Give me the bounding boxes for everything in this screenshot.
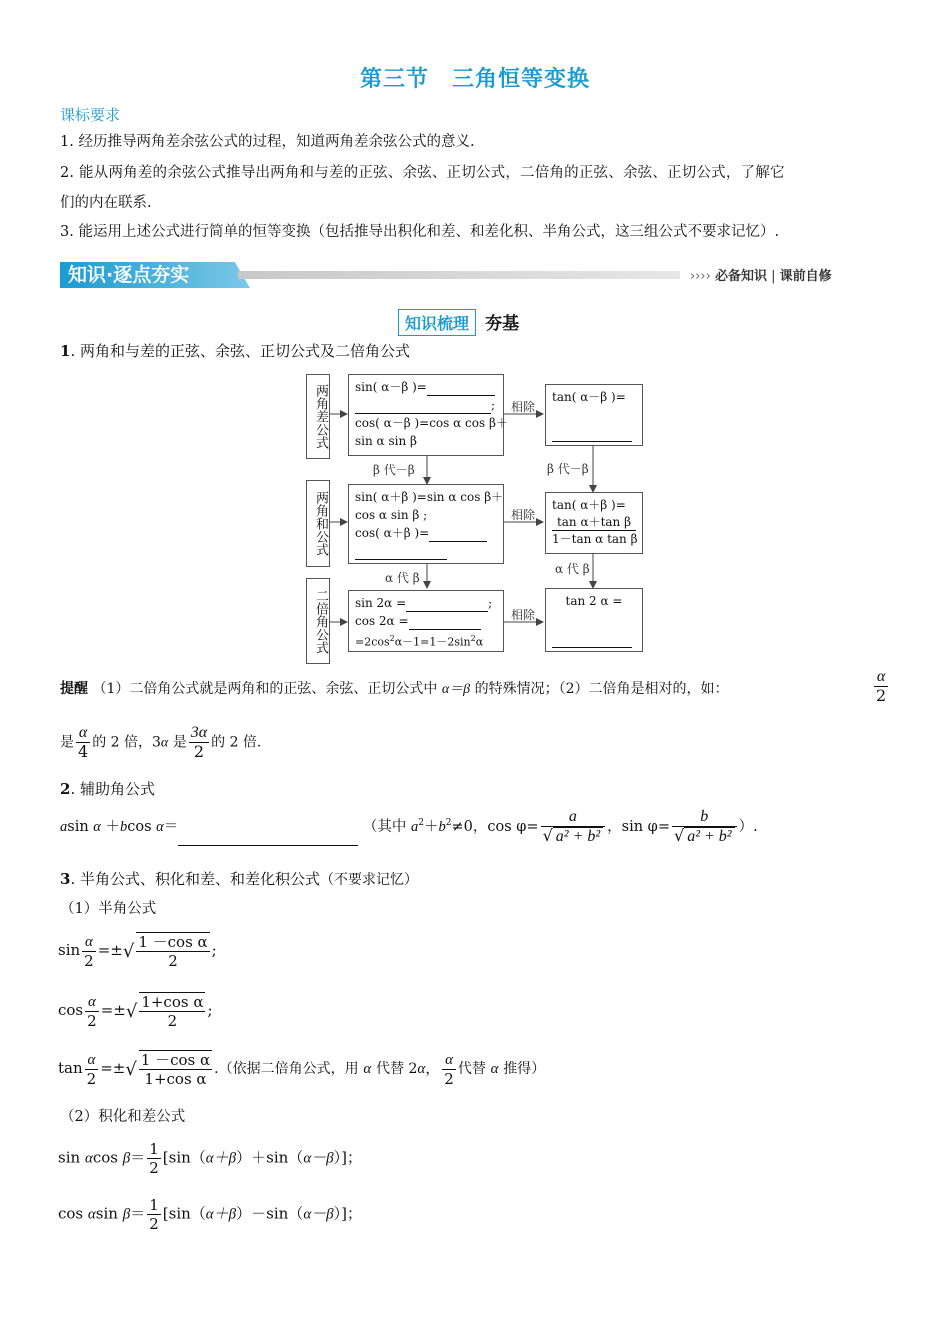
product-to-sum-1: sin αcos β＝ $\frac{1}{2}$ [sin（α＋β）＋sin（α－β）]； [58,1140,363,1177]
box-double: sin 2α = ; cos 2α = $=2\cos^2\alpha-1=1-2\sin^2\alpha$ [348,590,504,652]
label-double: 二倍角公式 [306,578,330,664]
half-angle-tan: tan $\frac{\alpha}{2}$ =±√ $\frac{\text{1 －cos α}}{\text{1+cos α}}$ .（依据二倍角公式，用 α 代替 2α， $\frac{\alpha}{2}$ 代替 α 推得） [58,1051,546,1088]
section-3-heading: 3. 半角公式、积化和差、和差化积公式（不要求记忆） [60,870,418,888]
label-substitute: β 代－β [373,463,415,477]
subtitle-tag: 知识梳理 [398,309,476,336]
auxiliary-angle-formula: asin α ＋bcos α＝ （其中 $a^2+b^2\ne 0$，cos φ= $\frac{a}{\text{√ a² + b²}}$ ，sin φ= $\frac{b}{\text{√ a² + b²}}$ ）. [60,808,758,845]
banner-left: 知识 [68,264,107,286]
box-tan-difference: tan( α－β )= [545,384,643,446]
banner-sep: | [771,269,776,284]
page-title: 第三节 三角恒等变换 [359,67,590,92]
banner-tag2: 课前自修 [779,269,832,284]
label-divide: 相除 [511,400,536,414]
banner-tag1: 必备知识 [714,269,767,284]
section-1-heading: 1. 两角和与差的正弦、余弦、正切公式及二倍角公式 [60,342,410,360]
formula-diagram [305,372,650,662]
half-angle-label: （1）半角公式 [60,901,157,917]
label-sum: 两角和公式 [306,480,330,567]
section-2-heading: 2. 辅助角公式 [60,780,155,798]
requirement-item: 3. 能运用上述公式进行简单的恒等变换（包括推导出积化和差、和差化积、半角公式，这三组公式不要求记忆）. [60,224,780,240]
subtitle [398,309,519,335]
label-substitute: β 代－β [547,462,589,476]
section-banner [60,262,890,288]
box-sum: sin( α＋β )=sin α cos β＋ cos α sin β ; cos( α＋β )= [348,484,504,564]
banner-arrows: ›››› [690,269,711,284]
product-to-sum-label: （2）积化和差公式 [60,1109,186,1125]
label-difference: 两角差公式 [306,374,330,459]
banner-dot: · [106,264,114,286]
label-substitute: α 代 β [555,562,590,576]
label-divide: 相除 [511,508,536,522]
reminder-line-1: 提醒 （1）二倍角公式就是两角和的正弦、余弦、正切公式中 α＝β 的特殊情况；（2）二倍角是相对的，如： [60,681,729,697]
requirements-heading: 课标要求 [60,106,121,124]
reminder-line-2: 是 $\frac{\alpha}{4}$ 的 2 倍，3α 是 $\frac{3\alpha}{2}$ 的 2 倍. [60,724,262,761]
label-substitute: α 代 β [385,571,420,585]
requirement-item: 1. 经历推导两角差余弦公式的过程，知道两角差余弦公式的意义. [60,134,475,150]
half-angle-cos: cos $\frac{\alpha}{2}$ =±√ $\frac{\text{1+cos α}}{2}$ ; [58,993,213,1030]
product-to-sum-2: cos αsin β＝ $\frac{1}{2}$ [sin（α＋β）－sin（α－β）]； [58,1196,363,1233]
requirement-item: 们的内在联系. [60,195,152,211]
fraction-alpha-over-2: $\frac{\alpha}{2}$ [876,668,887,705]
banner-right: 逐点夯实 [113,264,190,286]
half-angle-sin: sin $\frac{\alpha}{2}$ =±√ $\frac{\text{1 －cos α}}{2}$ ; [58,933,217,970]
requirement-item: 2. 能从两角差的余弦公式推导出两角和与差的正弦、余弦、正切公式，二倍角的正弦、余弦、正切公式，了解它 [60,165,785,181]
box-tan-double: tan 2 α = [545,588,643,652]
label-divide: 相除 [511,608,536,622]
subtitle-text: 夯基 [485,314,520,334]
box-tan-sum: tan( α＋β )= tan α＋tan β 1－tan α tan β [545,492,643,554]
box-difference: sin( α－β )= ; cos( α－β )=cos α cos β＋ sin α sin β [348,374,504,456]
